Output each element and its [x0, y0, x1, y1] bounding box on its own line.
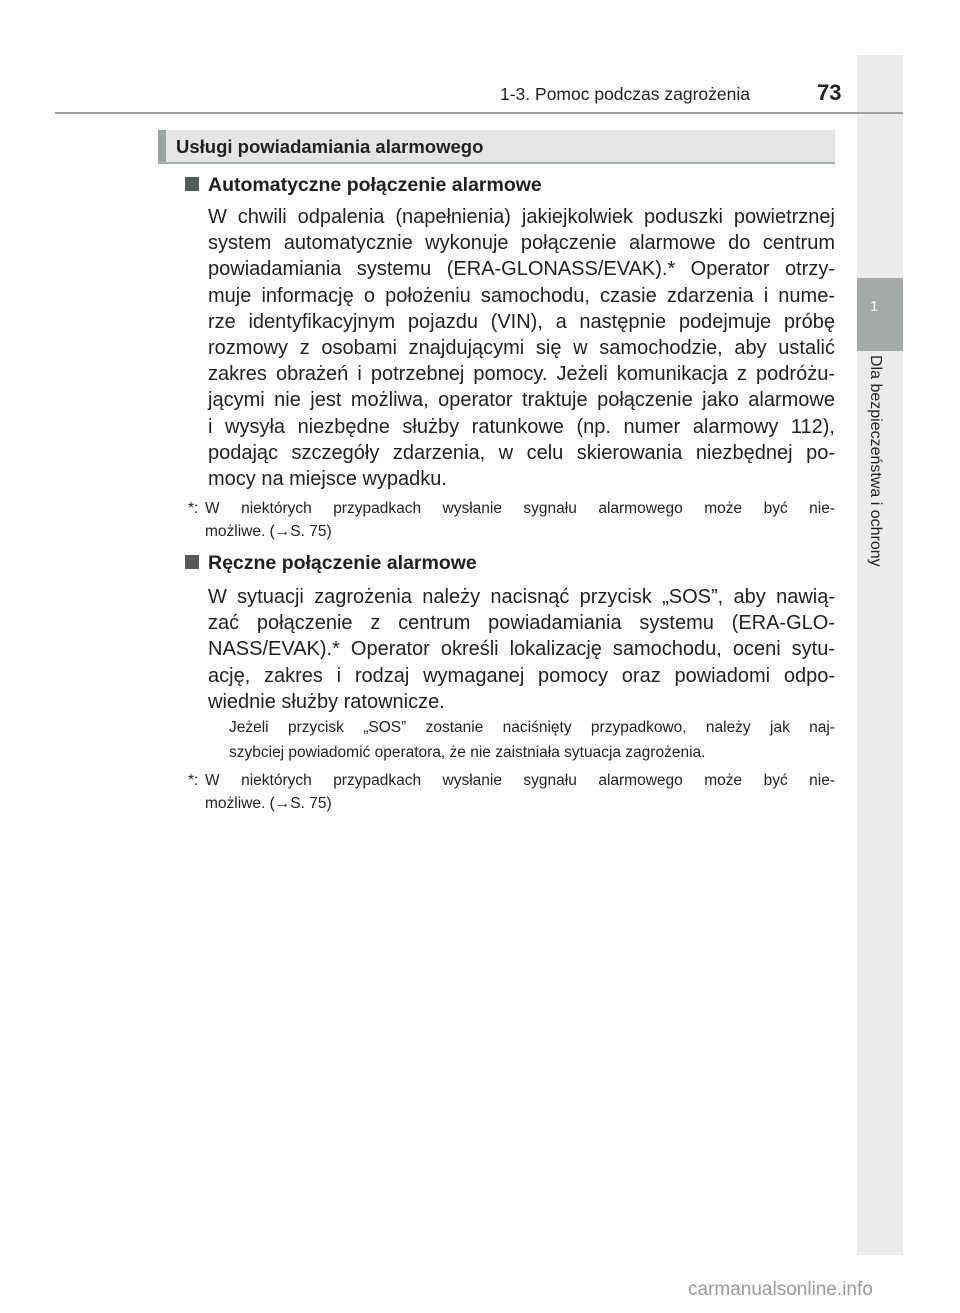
text-line: jącymi nie jest możliwa, operator traktuje połączenie jako alarmowe — [208, 389, 835, 412]
header-divider — [55, 112, 903, 114]
text-line: zać połączenie z centrum powiadamiania systemu (ERA-GLO- — [208, 612, 835, 635]
text-line: rze identyfikacyjnym pojazdu (VIN), a następnie podejmuje próbę — [208, 310, 835, 333]
footnote-body — [205, 498, 835, 543]
paragraph-automatic — [208, 204, 835, 492]
footnote-manual — [188, 770, 835, 815]
footnote-body — [205, 770, 835, 815]
text-line: muje informację o położeniu samochodu, czasie zdarzenia i nume- — [208, 284, 835, 307]
subheading-text: Automatyczne połączenie alarmowe — [208, 174, 542, 196]
running-header: 1-3. Pomoc podczas zagrożenia — [500, 84, 750, 104]
subheading-automatic — [185, 174, 542, 197]
section-title-box — [158, 130, 835, 164]
page-number: 73 — [817, 80, 842, 105]
chapter-sidebar — [857, 55, 903, 1255]
section-title: Usługi powiadamiania alarmowego — [176, 136, 484, 157]
text-line: ację, zakres i rodzaj wymaganej pomocy oraz powiadomi odpo- — [208, 664, 835, 687]
footnote-marker: *: — [188, 772, 199, 789]
text-line: W sytuacji zagrożenia należy nacisnąć przycisk „SOS”, aby nawią- — [208, 586, 835, 608]
chapter-title: Dla bezpieczeństwa i ochrony — [867, 355, 884, 567]
note-manual — [229, 715, 835, 765]
subheading-text: Ręczne połączenie alarmowe — [208, 552, 477, 574]
text-line: NASS/EVAK).* Operator określi lokalizację samochodu, oceni sytu- — [208, 638, 835, 661]
footnote-marker: *: — [188, 500, 199, 517]
chapter-tab — [857, 278, 903, 351]
text-line: W chwili odpalenia (napełnienia) jakiejkolwiek poduszki powietrznej — [208, 206, 835, 228]
text-line: rozmowy z osobami znajdującymi się w samochodzie, aby ustalić — [208, 337, 835, 360]
watermark: carmanualsonline.info — [688, 1279, 873, 1300]
text-line: szybciej powiadomić operatora, że nie zaistniała sytuacja zagrożenia. — [229, 744, 706, 761]
square-bullet-icon — [185, 177, 199, 191]
chapter-title-container — [866, 355, 890, 605]
section-title-accent — [158, 130, 166, 162]
text-line: wiednie służby ratownicze. — [208, 690, 445, 713]
text-line: mocy na miejsce wypadku. — [208, 468, 447, 491]
text-line: możliwe. (→S. 75) — [205, 522, 332, 540]
text-line: możliwe. (→S. 75) — [205, 794, 332, 812]
footnote-automatic — [188, 498, 835, 543]
text-line: powiadamiania systemu (ERA-GLONASS/EVAK).* Operator otrzy- — [208, 258, 835, 281]
text-line: system automatycznie wykonuje połączenie alarmowe do centrum — [208, 232, 835, 255]
text-line: podając szczegóły zdarzenia, w celu skierowania niezbędnej po- — [208, 441, 835, 464]
text-line: Jeżeli przycisk „SOS” zostanie naciśnięty przypadkowo, należy jak naj- — [229, 719, 835, 736]
chapter-number: 1 — [870, 298, 879, 315]
paragraph-manual — [208, 584, 835, 715]
text-line: W niektórych przypadkach wysłanie sygnału alarmowego może być nie- — [205, 500, 835, 517]
text-line: i wysyła niezbędne służby ratunkowe (np. numer alarmowy 112), — [208, 415, 835, 438]
text-line: zakres obrażeń i potrzebnej pomocy. Jeżeli komunikacja z podróżu- — [208, 363, 835, 386]
subheading-manual — [185, 552, 477, 575]
square-bullet-icon — [185, 555, 199, 569]
text-line: W niektórych przypadkach wysłanie sygnału alarmowego może być nie- — [205, 772, 835, 789]
